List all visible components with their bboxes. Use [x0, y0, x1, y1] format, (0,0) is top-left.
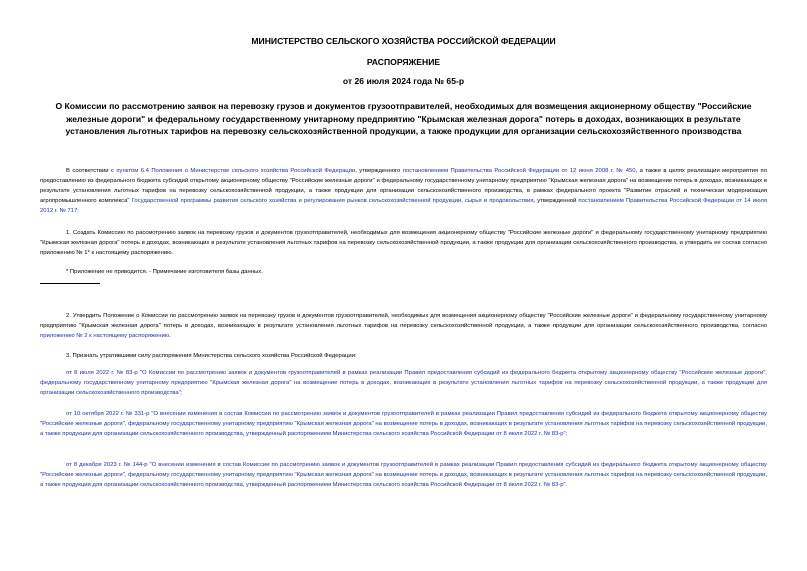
preamble-text: :	[77, 207, 79, 214]
link-appendix-2[interactable]: приложению № 2 к настоящему распоряжению	[40, 332, 170, 339]
document-date: от 26 июля 2024 года № 65-р	[342, 76, 465, 86]
footnote: * Приложение не приводится. - Примечание изготовителя базы данных.	[66, 269, 263, 275]
footnote-separator	[40, 283, 100, 284]
item-2-paragraph	[40, 312, 767, 342]
link-government-decree-450[interactable]: постановлением Правительства Российской Федерации от 12 июня 2008 г. № 450	[402, 168, 636, 174]
preamble-text: , утвержденной	[533, 197, 579, 204]
link-repealed-order-331[interactable]: от 10 октября 2022 г. № 331-р "О внесении изменения в состав Комиссии по рассмотрению заявок и документов грузоотправителей в рамках реализации Правил предоставления субсидий из федерального бюджета открытому акционерному обществу "Российские железные дороги", федеральному государственному унитарному предприятию "Крымская железная дорога" на возмещение потерь в доходах, возникающих в результате установления льготных тарифов на перевозку сельскохозяйственной продукции, а также продукции для организации сельскохозяйственного производства, утвержденный распоряжением Министерства сельского хозяйства Российской Федерации от 8 июля 2022 г. № 83-р";	[40, 411, 767, 437]
link-state-program[interactable]: Государственной программы развития сельского хозяйства и регулирования рынков сельскохозяйственной продукции, сырья и продовольствия	[131, 197, 534, 204]
ministry-heading: МИНИСТЕРСТВО СЕЛЬСКОГО ХОЗЯЙСТВА РОССИЙСКОЙ ФЕДЕРАЦИИ	[251, 36, 556, 46]
link-repealed-order-144[interactable]: от 8 декабря 2023 г. № 144-р "О внесении изменения в состав Комиссии по рассмотрению заявок и документов грузоотправителей в рамках реализации Правил предоставления субсидий из федерального бюджета открытому акционерному обществу "Российские железные дороги", федеральному государственному унитарному предприятию "Крымская железная дорога" на возмещение потерь в доходах, возникающих в результате установления льготных тарифов на перевозку сельскохозяйственной продукции, а также продукции для организации сельскохозяйственного производства, утвержденный распоряжением Министерства сельского хозяйства Российской Федерации от 8 июля 2022 г. № 83-р".	[40, 462, 767, 488]
preamble-text: В соответствии с	[66, 168, 117, 174]
item-1-paragraph: 1. Создать Комиссию по рассмотрению заявок на перевозку грузов и документов грузоотправителей, необходимых для возмещения акционерному обществу "Российские железные дороги" и федеральному государственному унитарному предприятию "Крымская железная дорога" потерь в доходах, возникающих в результате установления льготных тарифов на перевозку сельскохозяйственной продукции, а также продукции для организации сельскохозяйственного производства, и утвердить ее состав согласно приложению № 1* к настоящему распоряжению.	[40, 230, 767, 256]
link-regulation-clause[interactable]: пунктом 6.4 Положения о Министерстве сельского хозяйства Российской Федерации	[116, 168, 356, 174]
item-2-end: .	[169, 332, 171, 339]
item-2-text: 2. Утвердить Положение о Комиссии по рассмотрению заявок на перевозку грузов и документов грузоотправителей, необходимых для возмещения акционерному обществу "Российские железные дороги" и федеральному государственному унитарному предприятию "Крымская железная дорога" потерь в доходах, возникающих в результате установления льготных тарифов на перевозку сельскохозяйственной продукции, а также продукции для организации сельскохозяйственного производства, согласно	[40, 313, 767, 329]
link-repealed-order-83[interactable]: от 8 июля 2022 г. № 83-р "О Комиссии по рассмотрению заявок и документов грузоотправителей в рамках реализации Правил предоставления субсидий из федерального бюджета открытому акционерному обществу "Российские железные дороги", федеральному государственному унитарному предприятию "Крымская железная дорога" на возмещение потерь в доходах, возникающих в результате установления льготных тарифов на перевозку сельскохозяйственной продукции, а также продукции для организации сельскохозяйственного производства";	[40, 370, 767, 396]
link-government-decree-717[interactable]: постановлением Правительства Российской Федерации от 14 июля 2012 г. № 717	[40, 197, 768, 214]
document-type: РАСПОРЯЖЕНИЕ	[366, 57, 441, 67]
document-title: О Комиссии по рассмотрению заявок на перевозку грузов и документов грузоотправителей, необходимых для возмещения акционерному обществу "Российские железные дороги" и федеральному государственному унитарному предприятию "Крымская железная дорога" потерь в доходах, возникающих в результате установления льготных тарифов на перевозку сельскохозяйственной продукции, а также продукции для организации сельскохозяйственного производства	[55, 101, 752, 137]
preamble-text: , а также в целях реализации мероприятия по предоставлению из федерального бюджета субсидий открытому акционерному обществу "Российские железные дороги" и федеральному государственному унитарному предприятию "Крымская железная дорога" на возмещение потерь в доходах, возникающих в результате установления льготных тарифов на перевозку сельскохозяйственной продукции, а также продукции для организации сельскохозяйственного производства, в рамках федерального проекта "Развитие отраслей и техническая модернизация агропромышленного комплекса"	[40, 168, 768, 204]
preamble-text: , утвержденного	[355, 168, 403, 174]
preamble-paragraph	[40, 167, 767, 217]
item-3-paragraph: 3. Признать утратившими силу распоряжения Министерства сельского хозяйства Российской Федерации:	[66, 353, 357, 359]
